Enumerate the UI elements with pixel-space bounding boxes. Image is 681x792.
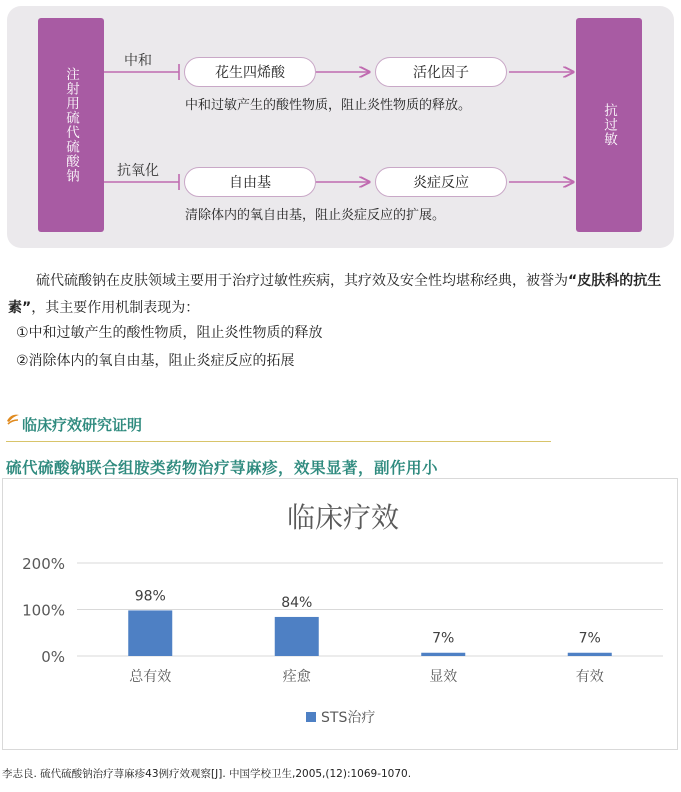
anti-allergy-box: 抗过敏 <box>576 18 642 232</box>
y-tick-label: 0% <box>41 648 65 666</box>
x-axis-ticks <box>129 669 604 685</box>
citation-footnote: 李志良. 硫代硫酸钠治疗荨麻疹43例疗效观察[J]. 中国学校卫生,2005,(12):1069-1070. <box>2 768 412 780</box>
x-tick-label: 总有效 <box>129 669 172 685</box>
bar <box>275 617 319 656</box>
sts-injection-box: 注射用硫代硫酸钠 <box>38 18 104 232</box>
data-label: 7% <box>578 630 601 647</box>
chart-bars <box>128 610 612 656</box>
intro-text-end: ，其主要作用机制表现为： <box>31 300 200 316</box>
node-arachidonic-acid: 花生四烯酸 <box>184 57 316 87</box>
chart-frame <box>2 478 678 750</box>
intro-paragraph <box>8 268 676 322</box>
section-heading <box>6 408 551 442</box>
clinical-efficacy-chart <box>3 479 677 749</box>
y-tick-label: 100% <box>22 601 65 620</box>
bar <box>568 653 612 656</box>
section-title: 临床疗效研究证明 <box>22 416 143 434</box>
mechanism-point-1: ①中和过敏产生的酸性物质，阻止炎性物质的释放 <box>16 325 323 341</box>
branch-description-neutralize: 中和过敏产生的酸性物质，阻止炎性物质的释放。 <box>185 98 472 113</box>
branch-label-antioxidant: 抗氧化 <box>117 163 159 179</box>
x-tick-label: 显效 <box>429 669 458 685</box>
data-label: 98% <box>134 588 166 605</box>
node-activating-factor: 活化因子 <box>375 57 507 87</box>
branch-description-antioxidant: 清除体内的氧自由基，阻止炎症反应的扩展。 <box>185 208 446 223</box>
chart-data-labels <box>135 588 601 646</box>
node-free-radical: 自由基 <box>184 167 316 197</box>
intro-highlight: “皮肤科的抗生素” <box>8 273 662 316</box>
data-label: 7% <box>432 630 455 647</box>
y-axis-ticks <box>22 555 65 666</box>
branch-label-neutralize: 中和 <box>124 53 152 69</box>
node-inflammation: 炎症反应 <box>375 167 507 197</box>
mechanism-diagram <box>7 6 674 248</box>
chart-legend <box>306 710 375 726</box>
legend-swatch <box>306 712 316 722</box>
intro-text: 硫代硫酸钠在皮肤领域主要用于治疗过敏性疾病，其疗效及安全性均堪称经典，被誉为 <box>36 273 568 289</box>
mechanism-point-2: ②消除体内的氧自由基，阻止炎症反应的拓展 <box>16 353 295 369</box>
x-tick-label: 痊愈 <box>282 669 311 685</box>
legend-label: STS治疗 <box>321 710 376 726</box>
data-label: 84% <box>281 594 313 611</box>
bar <box>421 653 465 656</box>
chart-title: 临床疗效 <box>286 501 400 534</box>
x-tick-label: 有效 <box>575 669 604 685</box>
leaf-icon <box>6 412 20 426</box>
bar <box>128 610 172 656</box>
study-headline: 硫代硫酸钠联合组胺类药物治疗荨麻疹，效果显著，副作用小 <box>6 459 439 477</box>
y-tick-label: 200% <box>22 555 65 573</box>
